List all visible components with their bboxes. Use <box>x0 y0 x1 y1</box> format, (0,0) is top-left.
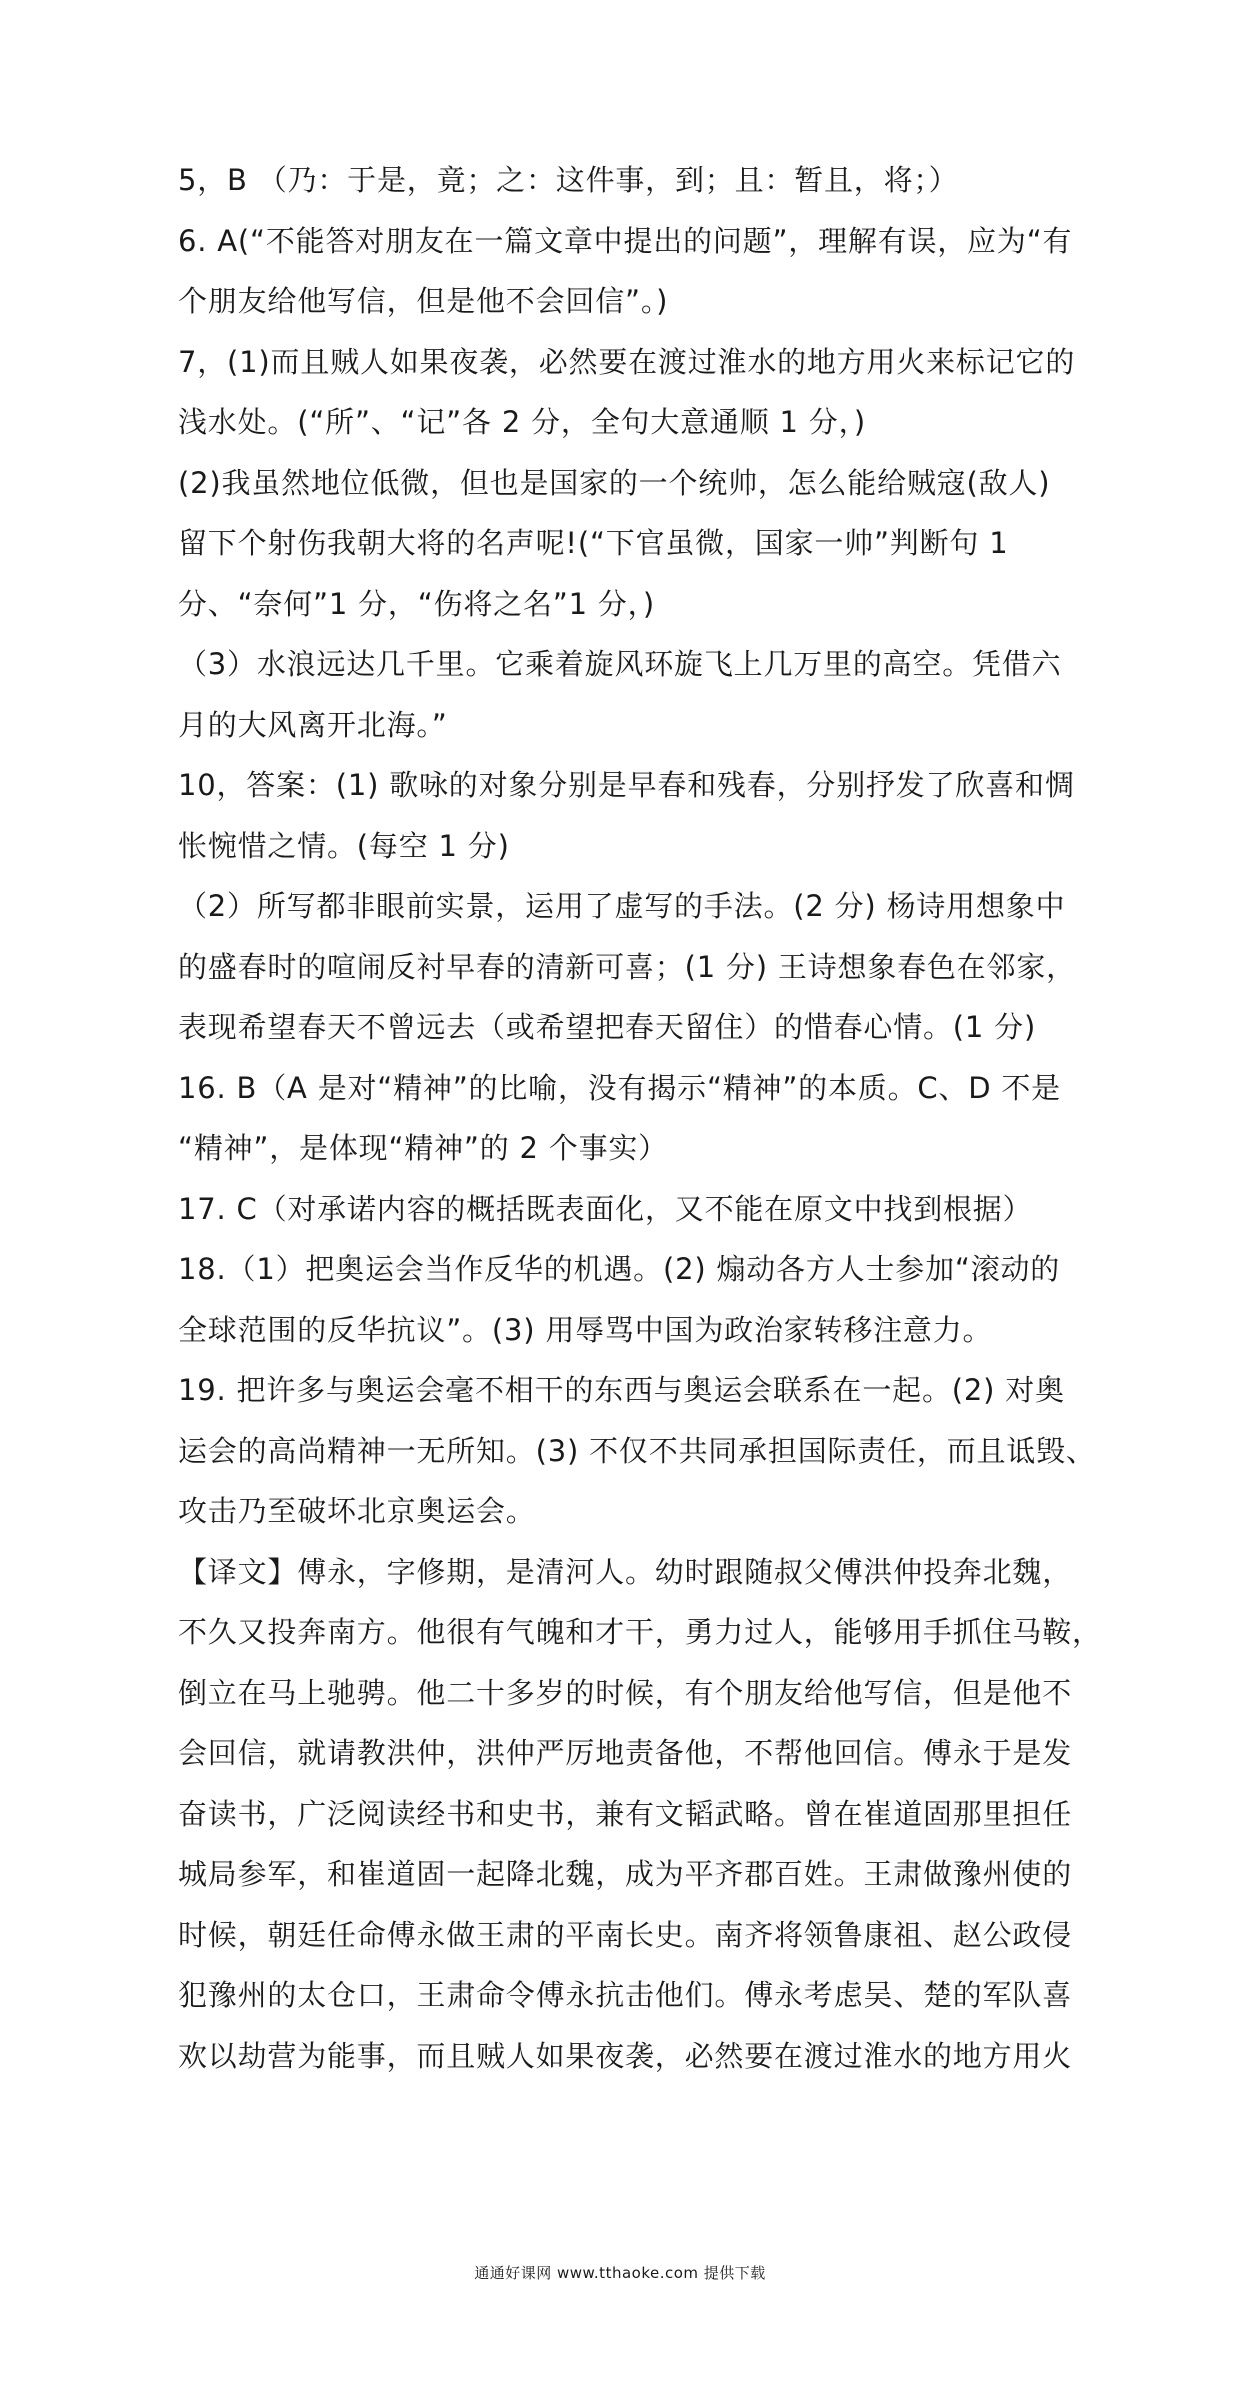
text-line: 7，(1)而且贼人如果夜袭，必然要在渡过淮水的地方用火来标记它的 <box>178 344 1076 379</box>
text-line: “精神”，是体现“精神”的 2 个事实） <box>178 1131 668 1165</box>
text-line: 攻击乃至破坏北京奥运会。 <box>178 1494 536 1528</box>
text-line: 怅惋惜之情。(每空 1 分) <box>178 828 510 863</box>
text-line: 18.（1）把奥运会当作反华的机遇。(2) 煽动各方人士参加“滚动的 <box>178 1252 1061 1286</box>
page-footer: 通通好课网 www.tthaoke.com 提供下载 <box>474 2264 766 2282</box>
text-line: 10，答案：(1) 歌咏的对象分别是早春和残春，分别抒发了欣喜和惆 <box>178 768 1075 802</box>
text-line: 【译文】傅永，字修期，是清河人。幼时跟随叔父傅洪仲投奔北魏， <box>178 1554 1073 1589</box>
text-line: 全球范围的反华抗议”。(3) 用辱骂中国为政治家转移注意力。 <box>178 1312 993 1347</box>
text-line: 犯豫州的太仓口，王肃命令傅永抗击他们。傅永考虑吴、楚的军队喜 <box>178 1978 1073 2012</box>
text-line: 16. B（A 是对“精神”的比喻，没有揭示“精神”的本质。C、D 不是 <box>178 1070 1061 1105</box>
text-line: 个朋友给他写信，但是他不会回信”。) <box>178 284 669 318</box>
text-line: 6. A(“不能答对朋友在一篇文章中提出的问题”，理解有误，应为“有 <box>178 223 1073 258</box>
text-line: （2）所写都非眼前实景，运用了虚写的手法。(2 分) 杨诗用想象中 <box>178 889 1066 923</box>
text-line: 分、“奈何”1 分，“伤将之名”1 分，) <box>178 586 656 621</box>
text-line: 不久又投奔南方。他很有气魄和才干，勇力过人，能够用手抓住马鞍， <box>178 1615 1102 1649</box>
text-line: 表现希望春天不曾远去（或希望把春天留住）的惜春心情。(1 分) <box>178 1010 1037 1044</box>
text-line: 留下个射伤我朝大将的名声呢!(“下官虽微，国家一帅”判断句 1 <box>178 526 1009 560</box>
text-line: (2)我虽然地位低微，但也是国家的一个统帅，怎么能给贼寇(敌人) <box>178 465 1051 500</box>
text-line: 欢以劫营为能事，而且贼人如果夜袭，必然要在渡过淮水的地方用火 <box>178 2038 1073 2073</box>
text-line: 5，B （乃：于是，竟；之：这件事，到；且：暂且，将；） <box>178 163 959 197</box>
document-body <box>178 150 1102 2086</box>
text-line: 浅水处。(“所”、“记”各 2 分，全句大意通顺 1 分，) <box>178 405 866 439</box>
text-line: 时候，朝廷任命傅永做王肃的平南长史。南齐将领鲁康祖、赵公政侵 <box>178 1917 1073 1952</box>
text-line: 的盛春时的喧闹反衬早春的清新可喜；(1 分) 王诗想象春色在邻家， <box>178 949 1076 984</box>
text-line: 城局参军，和崔道固一起降北魏，成为平齐郡百姓。王肃做豫州使的 <box>178 1857 1073 1891</box>
text-line: 奋读书，广泛阅读经书和史书，兼有文韬武略。曾在崔道固那里担任 <box>178 1796 1073 1831</box>
text-line: 月的大风离开北海。” <box>178 707 448 742</box>
text-line: 会回信，就请教洪仲，洪仲严厉地责备他，不帮他回信。傅永于是发 <box>178 1736 1073 1770</box>
text-line: 19. 把许多与奥运会毫不相干的东西与奥运会联系在一起。(2) 对奥 <box>178 1373 1065 1407</box>
text-line: 17. C（对承诺内容的概括既表面化，又不能在原文中找到根据） <box>178 1191 1033 1226</box>
text-line: 倒立在马上驰骋。他二十多岁的时候，有个朋友给他写信，但是他不 <box>178 1675 1073 1710</box>
text-line: （3）水浪远达几千里。它乘着旋风环旋飞上几万里的高空。凭借六 <box>178 647 1062 681</box>
text-line: 运会的高尚精神一无所知。(3) 不仅不共同承担国际责任，而且诋毁、 <box>178 1433 1096 1468</box>
